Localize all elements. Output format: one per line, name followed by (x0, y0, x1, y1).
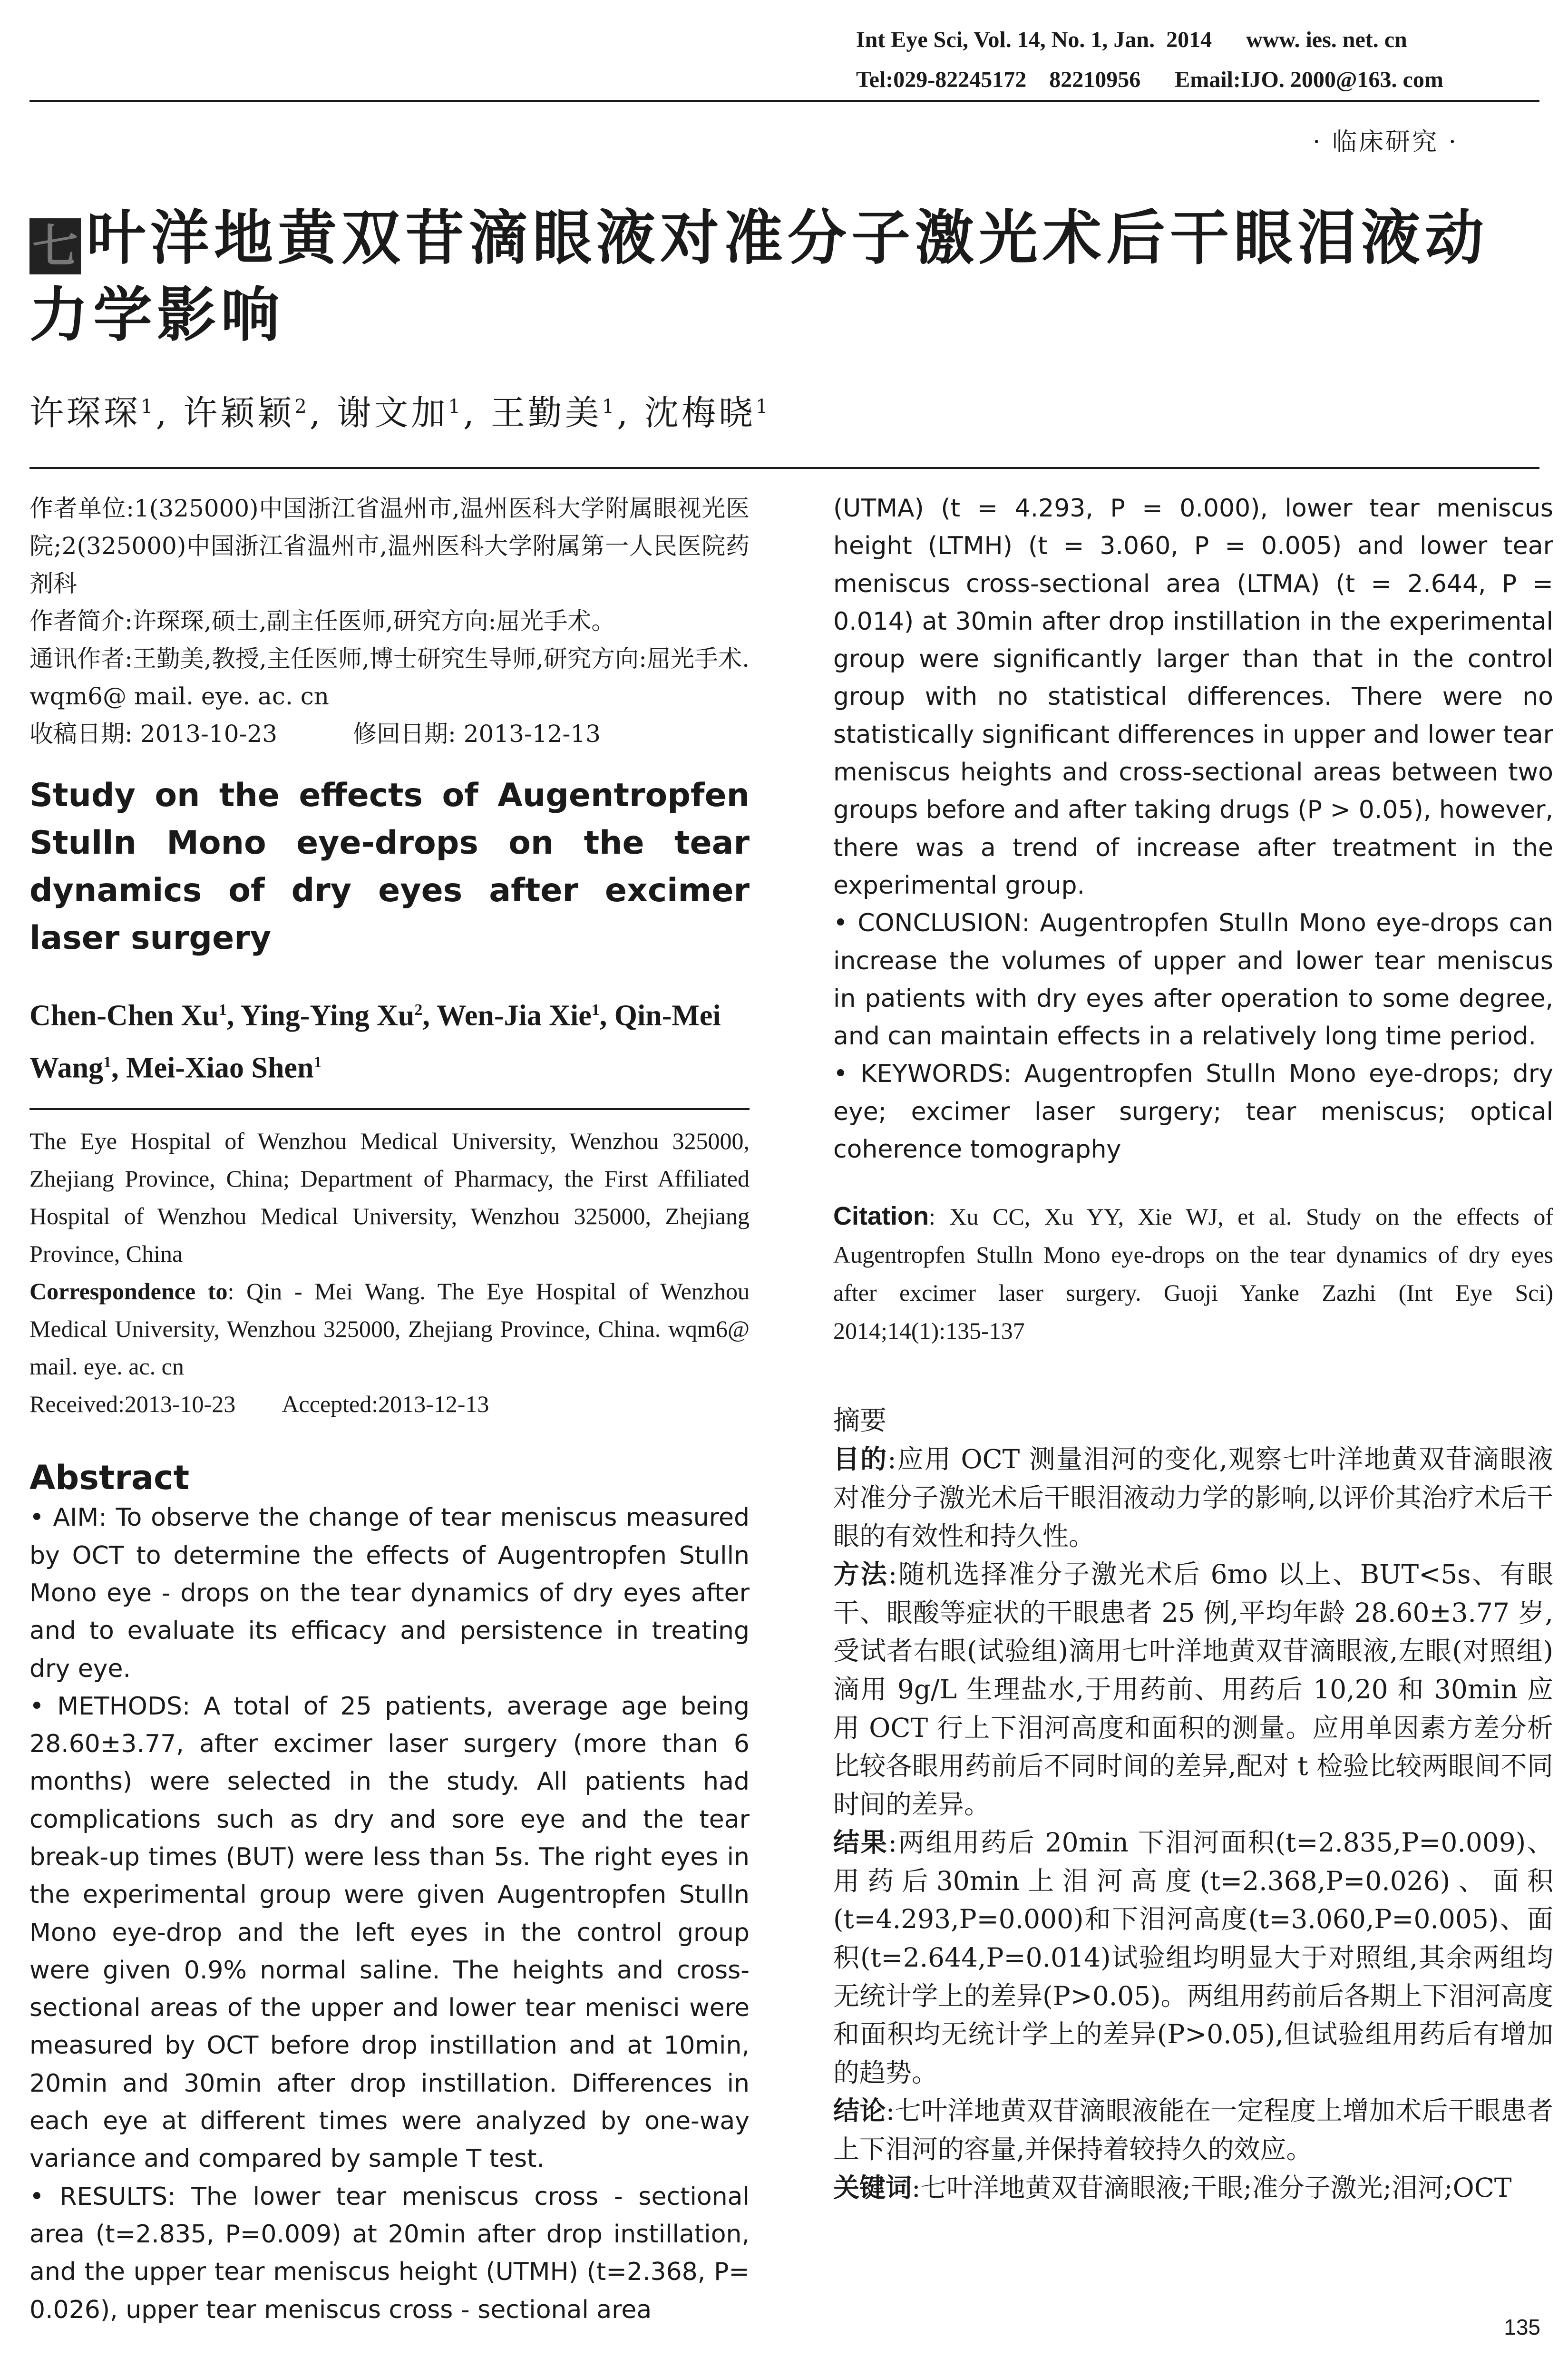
author-sup: 1 (218, 1001, 227, 1019)
abstract-cn-keywords: 关键词:七叶洋地黄双苷滴眼液;干眼;准分子激光;泪河;OCT (833, 2172, 1512, 2203)
header-rule (29, 100, 1539, 102)
abstract-results-part2: (UTMA) (t = 4.293, P = 0.000), lower tear meniscus height (LTMH) (t = 3.060, P = 0.005) and lower tear meniscus cross-sectional area (LTMA) (t = 2.644, P = 0.014) at 30min after drop instillation in the experimental group were significantly larger than that in the control group with no statistical differences. There were no statistically significant differences in upper and lower tear meniscus heights and cross-sectional areas between two groups before and after taking drugs (P > 0.05), however, there was a trend of increase after treatment in the experimental group. (833, 494, 1553, 900)
author-en: Ying-Ying Xu (240, 999, 415, 1032)
author-info-cn (29, 490, 750, 753)
article-title (29, 200, 1542, 354)
abstract-cn-aim: 目的:应用 OCT 测量泪河的变化,观察七叶洋地黄双苷滴眼液对准分子激光术后干眼泪液动力学的影响,以评价其治疗术后干眼的有效性和持久性。 (833, 1444, 1553, 1551)
abstract-heading: Abstract (29, 1458, 190, 1498)
affiliation-en-block (29, 1122, 750, 1423)
author-sup: 1 (313, 1053, 322, 1071)
author-sup: 2 (414, 1001, 423, 1019)
abstract-en (29, 1499, 750, 2329)
author-cn: 沈梅晓 (644, 393, 756, 433)
author-sup: 1 (448, 396, 463, 418)
dates-cn: 收稿日期: 2013-10-23 修回日期: 2013-12-13 (29, 720, 601, 748)
author-cn: 许琛琛 (29, 393, 141, 433)
abstract-cn-conclusion: 结论:七叶洋地黄双苷滴眼液能在一定程度上增加术后干眼患者上下泪河的容量,并保持着较持久的效应。 (833, 2095, 1553, 2165)
authors-cn: 许琛琛$^1$, 许颖颖$^2$, 谢文加$^1$, 王勤美$^1$, 沈梅晓$^1$ (29, 393, 771, 433)
authors-rule (29, 467, 1539, 469)
author-sup: 1 (591, 1001, 600, 1019)
abstract-cn (833, 1440, 1553, 2207)
affiliation-rule (29, 1108, 750, 1110)
title-text: 叶洋地黄双苷滴眼液对准分子激光术后干眼泪液动力学影响 (29, 204, 1489, 350)
abstract-en-continued (833, 490, 1553, 1169)
citation (833, 1197, 1553, 1350)
abstract-methods: • METHODS: A total of 25 patients, average age being 28.60±3.77, after excimer laser surgery (more than 6 months) were selected in the study. All patients had complications such as dry and sore eye and the tear break-up times (BUT) were less than 5s. The right eyes in the experimental group were given Augentropfen Stulln Mono eye-drop and the left eyes in the control group were given 0.9% normal saline. The heights and cross-sectional areas of the upper and lower tear menisci were measured by OCT before drop instillation and at 10min, 20min and 30min after drop instillation. Differences in each eye at different times were analyzed by one-way variance and compared by sample T test. (29, 1692, 750, 2173)
english-title: Study on the effects of Augentropfen Stulln Mono eye-drops on the tear dynamics of dry eyes after excimer laser surgery (29, 777, 750, 957)
correspondence-label: Correspondence to (29, 1278, 228, 1305)
abstract-results-part1: • RESULTS: The lower tear meniscus cross - sectional area (t=2.835, P=0.009) at 20min after drop instillation, and the upper tear meniscus height (UTMH) (t=2.368, P= 0.026), upper tear meniscus cross - sectional area (29, 2182, 750, 2324)
left-column (29, 490, 750, 2329)
journal-header-line1: Int Eye Sci, Vol. 14, No. 1, Jan. 2014 www. ies. net. cn (856, 27, 1407, 52)
journal-header-line2: Tel:029-82245172 82210956 Email:IJO. 2000@163. com (856, 67, 1443, 92)
author-sup: 1 (602, 396, 617, 418)
abstract-cn-heading: 摘要 (833, 1405, 886, 1437)
citation-text: : Xu CC, Xu YY, Xie WJ, et al. Study on the effects of Augentropfen Stulln Mono eye-drops on the tear dynamics of dry eyes after excimer laser surgery. Guoji Yanke Zazhi (Int Eye Sci) 2014;14(1):135-137 (833, 1203, 1553, 1344)
section-tag: · 临床研究 · (1313, 128, 1459, 156)
author-en: Wen-Jia Xie (437, 999, 592, 1032)
received-en: Received:2013-10-23 Accepted:2013-12-13 (29, 1391, 489, 1418)
bio-cn: 作者简介:许琛琛,硕士,副主任医师,研究方向:屈光手术。 (29, 607, 615, 635)
author-sup: 1 (103, 1053, 112, 1071)
affiliation-en: The Eye Hospital of Wenzhou Medical University, Wenzhou 325000, Zhejiang Province, China; Department of Pharmacy, the First Affiliated Hospital of Wenzhou Medical University, Wenzhou 325000, Zhejiang Province, China (29, 1128, 750, 1267)
page-number: 135 (1504, 2315, 1540, 2339)
author-cn: 谢文加 (337, 393, 448, 433)
correspondence-cn: 通讯作者:王勤美,教授,主任医师,博士研究生导师,研究方向:屈光手术. wqm6@ mail. eye. ac. cn (29, 645, 750, 710)
citation-label: Citation (833, 1202, 929, 1231)
abstract-conclusion: • CONCLUSION: Augentropfen Stulln Mono eye-drops can increase the volumes of upper and lower tear meniscus in patients with dry eyes after operation to some degree, and can maintain effects in a relatively long time period. (833, 909, 1553, 1051)
author-en: Chen-Chen Xu (29, 999, 219, 1032)
author-en: Mei-Xiao Shen (126, 1052, 314, 1084)
author-cn: 王勤美 (490, 393, 602, 433)
abstract-cn-methods: 方法:随机选择准分子激光术后 6mo 以上、BUT<5s、有眼干、眼酸等症状的干眼患者 25 例,平均年龄 28.60±3.77 岁,受试者右眼(试验组)滴用七叶洋地黄双苷滴眼液,左眼(对照组)滴用 9g/L 生理盐水,于用药前、用药后 10,20 和 30min 应用 OCT 行上下泪河高度和面积的测量。应用单因素方差分析比较各眼用药前后不同时间的差异,配对 t 检验比较两眼间不同时间的差异。 (833, 1559, 1553, 1820)
affiliation-cn: 作者单位:1(325000)中国浙江省温州市,温州医科大学附属眼视光医院;2(325000)中国浙江省温州市,温州医科大学附属第一人民医院药剂科 (29, 495, 750, 597)
abstract-keywords: • KEYWORDS: Augentropfen Stulln Mono eye-drops; dry eye; excimer laser surgery; tear meniscus; optical coherence tomography (833, 1060, 1553, 1164)
author-cn: 许颖颖 (183, 393, 295, 433)
author-sup: 1 (756, 396, 771, 418)
authors-en: Chen-Chen Xu$^1$, Ying-Ying Xu$^2$, Wen-Jia Xie$^1$, Qin-Mei Wang$^1$, Mei-Xiao Shen$^1$ (29, 999, 721, 1084)
author-sup: 2 (294, 396, 310, 418)
author-en: Qin-Mei Wang (29, 999, 721, 1084)
correspondence-en: Correspondence to: Qin - Mei Wang. The Eye Hospital of Wenzhou Medical University, Wenzhou 325000, Zhejiang Province, China. wqm6@ mail. eye. ac. cn (29, 1278, 750, 1380)
title-initial-mark: 七 (29, 218, 81, 274)
right-column (833, 490, 1553, 2207)
abstract-aim: • AIM: To observe the change of tear meniscus measured by OCT to determine the effects of Augentropfen Stulln Mono eye - drops on the tear dynamics of dry eyes after and to evaluate its efficacy and persistence in treating dry eye. (29, 1503, 750, 1683)
abstract-cn-results: 结果:两组用药后 20min 下泪河面积(t=2.835,P=0.009)、用药后30min上泪河高度(t=2.368,P=0.026)、面积(t=4.293,P=0.000)和下泪河高度(t=3.060,P=0.005)、面积(t=2.644,P=0.014)试验组均明显大于对照组,其余两组均无统计学上的差异(P>0.05)。两组用药前后各期上下泪河高度和面积均无统计学上的差异(P>0.05),但试验组用药后有增加的趋势。 (833, 1827, 1553, 2088)
author-sup: 1 (141, 396, 156, 418)
